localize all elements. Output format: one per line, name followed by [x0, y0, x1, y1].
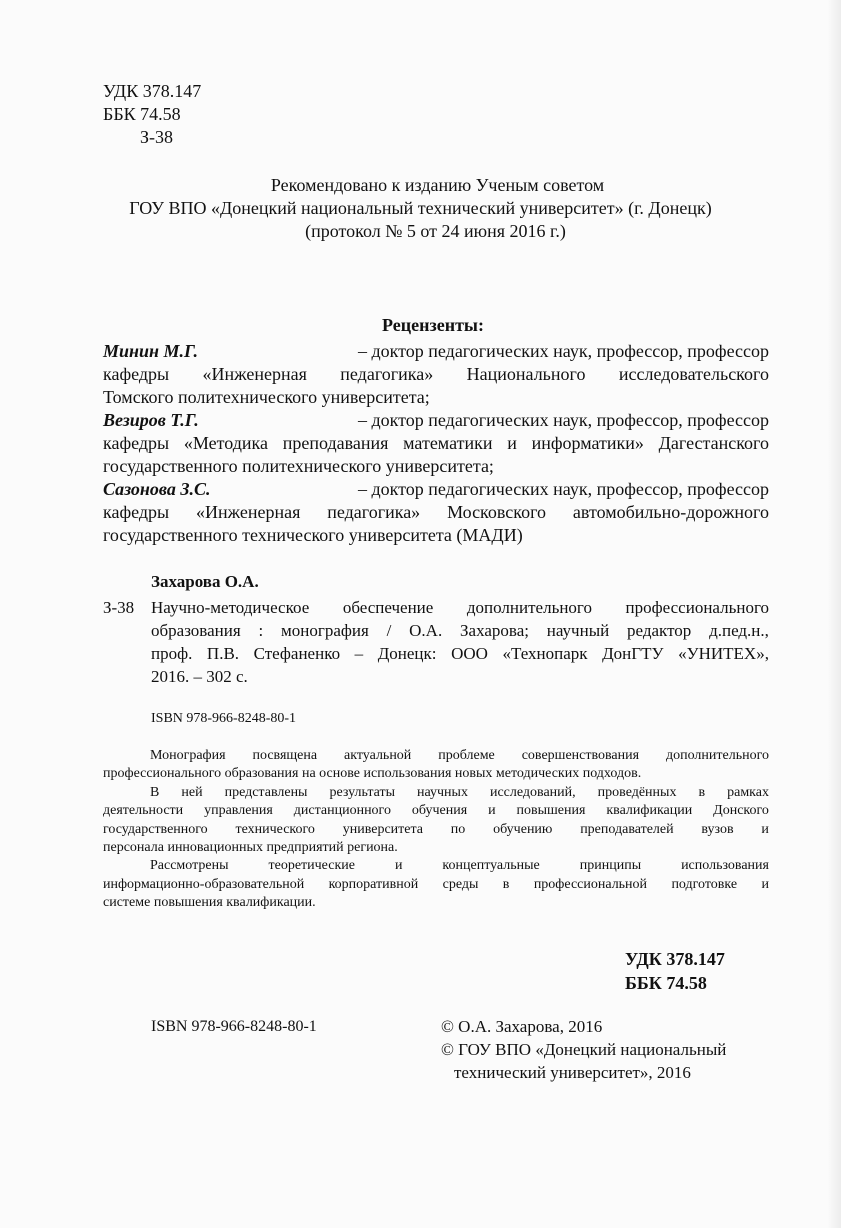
word: математики	[403, 433, 493, 453]
word: обеспечение	[342, 598, 434, 617]
word: принципы	[579, 858, 642, 874]
word: монография	[281, 621, 369, 640]
word: ООО	[451, 644, 488, 663]
author-mark: З-38	[140, 127, 174, 147]
word: проф.	[151, 644, 193, 663]
udk-code: УДК 378.147	[625, 949, 725, 969]
word: посвящена	[252, 748, 318, 763]
abstract-line	[103, 802, 769, 820]
word: Рассмотрены	[150, 858, 229, 874]
reviewer-name: Сазонова З.С.	[103, 479, 211, 499]
copyright-block	[441, 1015, 726, 1084]
word: Научно-методическое	[151, 598, 310, 617]
word: университета	[342, 821, 423, 837]
word: «Инженерная	[202, 364, 307, 384]
reviewer-line: государственного технического университета (МАДИ)	[103, 525, 523, 545]
word: Национального	[466, 364, 586, 384]
word: Дагестанского	[658, 433, 769, 453]
word: преподавателей	[580, 821, 674, 837]
word: Донского	[713, 803, 769, 819]
bbk-code: ББК 74.58	[625, 973, 707, 993]
reviewer-line	[103, 432, 769, 455]
word: «УНИТЕХ»,	[678, 644, 769, 663]
udk-code: УДК 378.147	[103, 81, 202, 101]
word: Монография	[150, 748, 226, 763]
word: рамках	[727, 784, 769, 800]
word: педагогика»	[327, 502, 421, 522]
word: по	[450, 821, 466, 837]
word: /	[386, 621, 392, 640]
abstract-line	[103, 857, 769, 875]
copyright-organization-cont: технический университет», 2016	[454, 1063, 691, 1082]
word: ДонГТУ	[602, 644, 664, 663]
recommendation-line-1: Рекомендовано к изданию Ученым советом	[270, 175, 605, 195]
word: технического	[235, 821, 315, 837]
bibliographic-line: 2016. – 302 с.	[151, 667, 248, 686]
abstract-line: профессионального образования на основе использования новых методических подходов.	[103, 766, 642, 782]
word: и	[761, 821, 769, 837]
isbn-record: ISBN 978-966-8248-80-1	[151, 711, 297, 726]
word: автомобильно-дорожного	[572, 502, 769, 522]
abstract-line: системе повышения квалификации.	[103, 895, 316, 911]
reviewer-title: – доктор педагогических наук, профессор, профессор	[357, 410, 769, 430]
recommendation-line-2: ГОУ ВПО «Донецкий национальный технический университет» (г. Донецк)	[129, 198, 712, 218]
word: П.В.	[206, 644, 240, 663]
word: «Инженерная	[196, 502, 301, 522]
word: –	[354, 644, 364, 663]
bibliographic-code: З-38	[103, 598, 135, 617]
word: редактор	[627, 621, 692, 640]
word: исследовательского	[618, 364, 769, 384]
word: управления	[204, 803, 273, 819]
word: подготовке	[671, 876, 738, 892]
word: дистанционного	[293, 803, 391, 819]
classification-codes-top	[103, 80, 201, 149]
word: результаты	[329, 784, 395, 800]
word: О.А.	[409, 621, 443, 640]
reviewer-line: Томского политехнического университета;	[103, 387, 430, 407]
reviewer-line	[103, 478, 769, 501]
word: Стефаненко	[253, 644, 341, 663]
word: в	[502, 876, 510, 892]
abstract-line	[103, 876, 769, 894]
word: дополнительного	[665, 748, 769, 763]
bibliographic-line	[151, 642, 769, 665]
reviewer-line	[103, 501, 769, 524]
author-name: Захарова О.А.	[151, 572, 259, 591]
recommendation-block	[0, 174, 841, 243]
word: совершенствования	[521, 748, 640, 763]
word: кафедры	[103, 502, 170, 522]
word: вузов	[701, 821, 734, 837]
word: «Технопарк	[502, 644, 588, 663]
word: представлены	[224, 784, 308, 800]
abstract-line: персонала инновационных предприятий региона.	[103, 840, 398, 856]
abstract-line	[103, 784, 769, 802]
reviewer-entry	[103, 340, 769, 409]
reviewer-entry	[103, 409, 769, 478]
copyright-author: © О.А. Захарова, 2016	[441, 1017, 603, 1036]
word: научный	[546, 621, 610, 640]
word: Московского	[447, 502, 547, 522]
bbk-code: ББК 74.58	[103, 104, 181, 124]
word: кафедры	[103, 364, 170, 384]
word: использования	[681, 858, 769, 874]
word: среды	[442, 876, 479, 892]
reviewer-line	[103, 363, 769, 386]
word: теоретические	[268, 858, 355, 874]
word: деятельности	[103, 803, 184, 819]
word: государственного	[103, 821, 208, 837]
word: и	[761, 876, 769, 892]
reviewer-entry	[103, 478, 769, 547]
reviewer-title: – доктор педагогических наук, профессор, профессор	[357, 341, 769, 361]
word: Захарова;	[460, 621, 529, 640]
reviewers-heading: Рецензенты:	[382, 315, 484, 335]
copyright-organization: © ГОУ ВПО «Донецкий национальный	[441, 1040, 727, 1059]
word: концептуальные	[442, 858, 540, 874]
word: в	[698, 784, 706, 800]
classification-codes-bottom	[625, 947, 725, 995]
reviewer-line	[103, 340, 769, 363]
word: и	[488, 803, 496, 819]
word: «Методика	[183, 433, 268, 453]
word: информационно-образовательной	[103, 876, 305, 892]
bibliographic-line	[151, 619, 769, 642]
isbn-footer: ISBN 978-966-8248-80-1	[151, 1018, 317, 1035]
recommendation-line-3: (протокол № 5 от 24 июня 2016 г.)	[305, 221, 566, 241]
word: проблеме	[438, 748, 495, 763]
word: повышения	[516, 803, 586, 819]
abstract	[103, 747, 769, 913]
word: образования	[151, 621, 241, 640]
word: и	[394, 858, 403, 874]
word: Донецк:	[377, 644, 437, 663]
word: исследований,	[489, 784, 576, 800]
word: обучения	[411, 803, 468, 819]
bibliographic-line	[151, 596, 769, 619]
word: профессиональной	[533, 876, 648, 892]
word: кафедры	[103, 433, 170, 453]
abstract-line	[103, 747, 769, 765]
reviewer-name: Везиров Т.Г.	[103, 410, 199, 430]
word: научных	[417, 784, 468, 800]
reviewer-line	[103, 409, 769, 432]
word: профессионального	[625, 598, 769, 617]
word: и	[507, 433, 517, 453]
word: ней	[181, 784, 203, 800]
word: информатики»	[531, 433, 644, 453]
word: актуальной	[344, 748, 412, 763]
bibliographic-description	[151, 596, 769, 688]
word: преподавания	[282, 433, 389, 453]
word: дополнительного	[466, 598, 592, 617]
reviewer-title: – доктор педагогических наук, профессор, профессор	[357, 479, 769, 499]
word: корпоративной	[328, 876, 419, 892]
abstract-line	[103, 821, 769, 839]
word: проведённых	[597, 784, 677, 800]
word: обучению	[493, 821, 553, 837]
word: квалификации	[606, 803, 693, 819]
reviewer-name: Минин М.Г.	[103, 341, 199, 361]
word: В	[150, 784, 160, 800]
reviewer-line: государственного политехнического университета;	[103, 456, 494, 476]
word: педагогика»	[340, 364, 434, 384]
word: :	[258, 621, 264, 640]
word: д.пед.н.,	[709, 621, 769, 640]
